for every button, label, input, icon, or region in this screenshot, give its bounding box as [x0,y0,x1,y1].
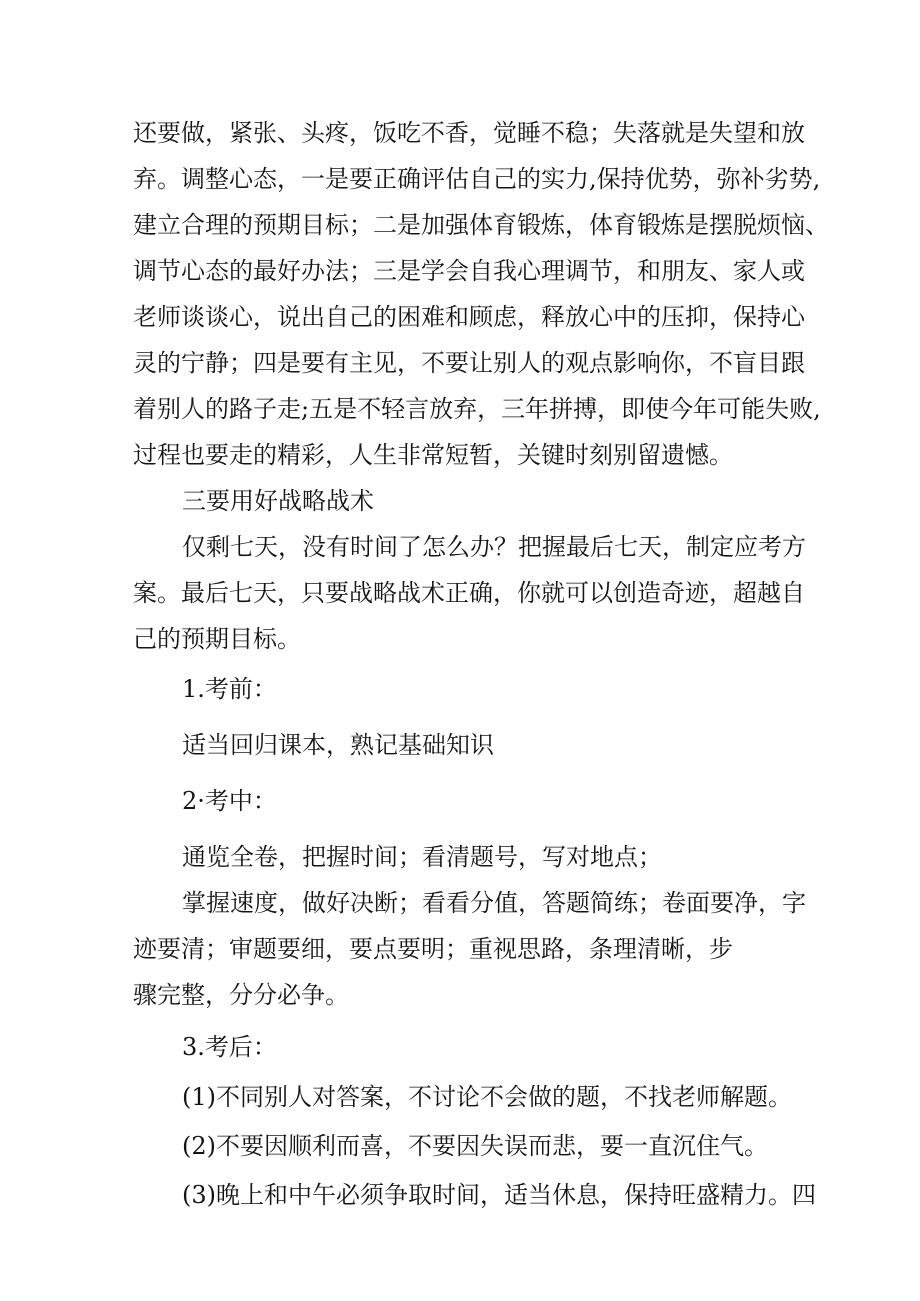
paragraph-line: 弃。调整心态，一是要正确评估自己的实力,保持优势，弥补劣势, [133,165,821,193]
paragraph-line: 老师谈谈心，说出自己的困难和顾虑，释放心中的压抑，保持心 [133,303,805,331]
paragraph-line: 建立合理的预期目标；二是加强体育锻炼，体育锻炼是摆脱烦恼、 [133,211,829,239]
paragraph-line: 骤完整，分分必争。 [133,981,349,1009]
list-point: (2)不要因顺利而喜，不要因失误而悲，要一直沉住气。 [182,1132,768,1160]
paragraph-line: 案。最后七天，只要战略战术正确，你就可以创造奇迹，超越自 [133,579,805,607]
paragraph-line: 着别人的路子走;五是不轻言放弃，三年拼搏，即使今年可能失败, [133,395,821,423]
paragraph-line: 迹要清；审题要细，要点要明；重视思路，条理清晰，步 [133,935,733,963]
list-point: (1)不同别人对答案，不讨论不会做的题，不找老师解题。 [182,1083,792,1111]
paragraph-line: 调节心态的最好办法；三是学会自我心理调节，和朋友、家人或 [133,257,805,285]
paragraph-line: 己的预期目标。 [133,625,301,653]
list-item-title: 2·考中： [182,787,277,815]
paragraph-line: 过程也要走的精彩，人生非常短暂，关键时刻别留遗憾。 [133,441,733,469]
list-item-body: 通览全卷，把握时间；看清题号，写对地点； [182,843,662,871]
list-item-title: 3.考后： [182,1033,277,1061]
paragraph-line: 仅剩七天，没有时间了怎么办？把握最后七天，制定应考方 [182,533,806,561]
section-heading: 三要用好战略战术 [182,487,374,515]
list-point: (3)晚上和中午必须争取时间，适当休息，保持旺盛精力。四 [182,1181,816,1209]
paragraph-line: 还要做，紧张、头疼，饭吃不香，觉睡不稳；失落就是失望和放 [133,119,805,147]
paragraph-line: 掌握速度，做好决断；看看分值，答题简练；卷面要净，字 [182,889,806,917]
list-item-body: 适当回归课本，熟记基础知识 [182,731,494,759]
list-item-title: 1.考前： [182,675,277,703]
paragraph-line: 灵的宁静；四是要有主见，不要让别人的观点影响你，不盲目跟 [133,349,805,377]
